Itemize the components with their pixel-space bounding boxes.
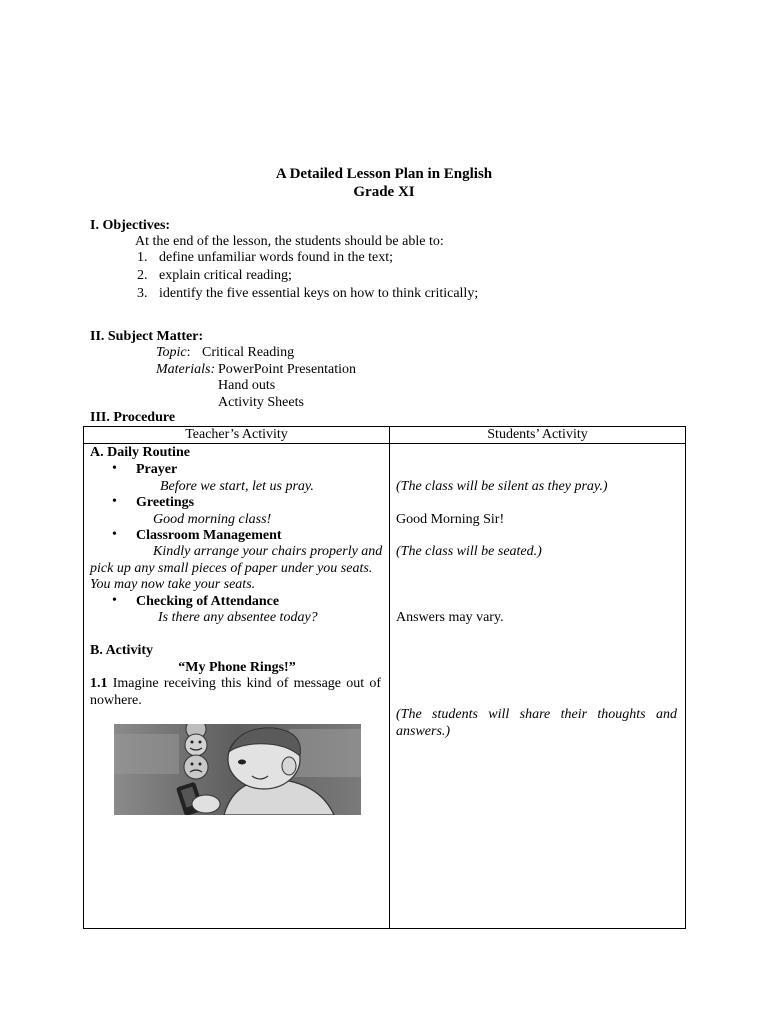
teacher-activity-header: Teacher’s Activity [84, 427, 390, 444]
prayer-label: Prayer [136, 462, 178, 477]
material-item: Hand outs [218, 378, 276, 393]
objective-number: 3. [137, 286, 148, 301]
student-response-share-line: (The students will share their thoughts and [396, 707, 677, 722]
procedure-table [83, 426, 686, 929]
greetings-text: Good morning class! [153, 512, 272, 527]
material-item: Activity Sheets [218, 395, 304, 410]
subject-matter-heading: II. Subject Matter: [90, 329, 204, 344]
document-title: A Detailed Lesson Plan in English [275, 166, 493, 182]
student-response-prayer: (The class will be silent as they pray.) [396, 479, 608, 494]
activity-title: “My Phone Rings!” [178, 660, 296, 675]
phone-message-illustration [114, 724, 361, 815]
prayer-text: Before we start, let us pray. [160, 479, 314, 494]
topic-label: Topic [156, 345, 187, 360]
objective-item: explain critical reading; [159, 268, 292, 283]
material-item: PowerPoint Presentation [218, 362, 357, 377]
classroom-management-label: Classroom Management [136, 528, 282, 543]
student-response-attendance: Answers may vary. [396, 610, 504, 625]
classroom-line: You may now take your seats. [90, 577, 256, 592]
activity-step-line: nowhere. [90, 693, 142, 708]
activity-heading: B. Activity [90, 643, 153, 658]
objective-number: 2. [137, 268, 148, 283]
objective-item: identify the five essential keys on how to think critically; [159, 286, 479, 301]
attendance-label: Checking of Attendance [136, 594, 280, 609]
topic-line [156, 344, 191, 361]
student-response-greeting: Good Morning Sir! [396, 512, 505, 527]
step-number: 1.1 [90, 676, 108, 691]
bullet: • [112, 461, 117, 476]
topic-colon: : [186, 345, 191, 360]
activity-step-line [90, 675, 381, 692]
student-response-share-line: answers.) [396, 724, 451, 739]
bullet: • [112, 527, 117, 542]
topic-value: Critical Reading [202, 345, 295, 360]
grade-label: Grade XI [353, 184, 415, 200]
objectives-heading: I. Objectives: [90, 218, 171, 233]
greetings-label: Greetings [136, 495, 195, 510]
classroom-line: pick up any small pieces of paper under you seats. [90, 561, 373, 576]
students-activity-cell [390, 444, 685, 928]
objective-number: 1. [137, 250, 148, 265]
teacher-activity-cell [84, 444, 389, 928]
procedure-heading: III. Procedure [90, 410, 176, 425]
daily-routine-heading: A. Daily Routine [90, 445, 190, 460]
students-activity-header: Students’ Activity [390, 427, 686, 444]
step-text: Imagine receiving this kind of message out of [112, 676, 382, 691]
bullet: • [112, 494, 117, 509]
bullet: • [112, 593, 117, 608]
objective-item: define unfamiliar words found in the text; [159, 250, 394, 265]
objectives-intro: At the end of the lesson, the students should be able to: [135, 234, 444, 249]
attendance-text: Is there any absentee today? [158, 610, 318, 625]
materials-label: Materials: [156, 362, 216, 377]
classroom-line: Kindly arrange your chairs properly and [153, 544, 383, 559]
student-response-seated: (The class will be seated.) [396, 544, 542, 559]
